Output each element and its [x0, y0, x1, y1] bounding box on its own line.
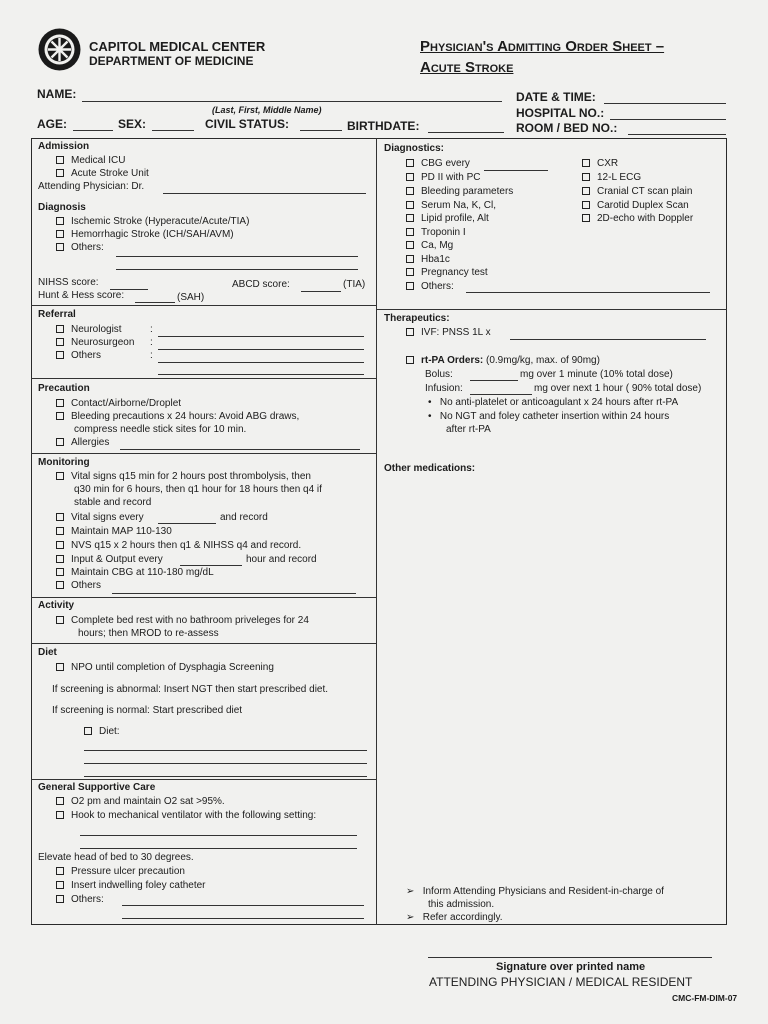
diagnostics-option[interactable]: Others:: [406, 281, 454, 292]
supportive-option[interactable]: Insert indwelling foley catheter: [56, 880, 206, 891]
rtpa-bullet: • No NGT and foley catheter insertion within 24 hours: [428, 411, 670, 422]
checkbox-icon[interactable]: [582, 214, 590, 222]
attending-physician-label: Attending Physician: Dr.: [38, 181, 145, 192]
checkbox-icon[interactable]: [406, 282, 414, 290]
precaution-option[interactable]: Bleeding precautions x 24 hours: Avoid ABG draws,: [56, 411, 299, 422]
diagnosis-option[interactable]: Others:: [56, 242, 104, 253]
vs-every-field[interactable]: [158, 523, 216, 524]
diagnostics-option[interactable]: Bleeding parameters: [406, 186, 513, 197]
form-subtitle: Acute Stroke: [420, 59, 514, 76]
diagnostics-option[interactable]: 12-L ECG: [582, 172, 641, 183]
monitoring-option[interactable]: Maintain CBG at 110-180 mg/dL: [56, 567, 214, 578]
cbg-every-field[interactable]: [484, 170, 548, 171]
admission-option[interactable]: Acute Stroke Unit: [56, 168, 149, 179]
monitoring-text: q30 min for 6 hours, then q1 hour for 18 hours then q4 if: [74, 484, 322, 495]
org-name: CAPITOL MEDICAL CENTER: [89, 39, 266, 54]
birthdate-field[interactable]: [428, 132, 504, 133]
inform-note-cont: this admission.: [428, 899, 495, 910]
diagnosis-others-field[interactable]: [116, 269, 358, 270]
checkbox-icon[interactable]: [56, 169, 64, 177]
monitoring-option[interactable]: NVS q15 x 2 hours then q1 & NIHSS q4 and record.: [56, 540, 301, 551]
checkbox-icon[interactable]: [56, 472, 64, 480]
org-department: DEPARTMENT OF MEDICINE: [89, 54, 254, 68]
diagnostics-option[interactable]: Hba1c: [406, 254, 450, 265]
diagnostics-title: Diagnostics:: [384, 143, 445, 154]
civil-status-field[interactable]: [300, 130, 342, 131]
activity-title: Activity: [38, 600, 75, 611]
diagnostics-option[interactable]: Serum Na, K, Cl,: [406, 200, 496, 211]
name-field[interactable]: [82, 101, 502, 102]
admission-option[interactable]: Medical ICU: [56, 155, 125, 166]
checkbox-icon[interactable]: [56, 325, 64, 333]
referral-option[interactable]: Neurosurgeon: [56, 337, 134, 348]
infusion-field[interactable]: [470, 394, 532, 395]
checkbox-icon[interactable]: [582, 173, 590, 181]
referral-neurosurgeon-field[interactable]: [158, 349, 364, 350]
diet-field[interactable]: [84, 776, 367, 777]
checkbox-icon[interactable]: [56, 156, 64, 164]
diagnosis-option[interactable]: Hemorrhagic Stroke (ICH/SAH/AVM): [56, 229, 234, 240]
ivf-option[interactable]: IVF: PNSS 1L x: [406, 327, 491, 338]
monitoring-option[interactable]: Others: [56, 580, 101, 591]
diet-field[interactable]: [84, 763, 367, 764]
hunt-hess-field[interactable]: [135, 302, 175, 303]
elevate-head-text: Elevate head of bed to 30 degrees.: [38, 852, 194, 863]
diagnostics-option[interactable]: PD II with PC: [406, 172, 480, 183]
checkbox-icon[interactable]: [56, 217, 64, 225]
diet-title: Diet: [38, 647, 57, 658]
ventilator-setting-field[interactable]: [80, 835, 357, 836]
checkbox-icon[interactable]: [406, 201, 414, 209]
diagnostics-option[interactable]: CXR: [582, 158, 618, 169]
diagnostics-option[interactable]: Pregnancy test: [406, 267, 488, 278]
room-bed-field[interactable]: [628, 134, 726, 135]
io-suffix-text: hour and record: [246, 554, 317, 565]
activity-option[interactable]: Complete bed rest with no bathroom priveleges for 24: [56, 615, 309, 626]
checkbox-icon[interactable]: [406, 159, 414, 167]
name-hint: (Last, First, Middle Name): [212, 105, 322, 115]
rtpa-bullet-cont: after rt-PA: [446, 424, 491, 435]
diet-normal-text: If screening is normal: Start prescribed diet: [52, 705, 243, 716]
inform-note: ➢ Inform Attending Physicians and Resident-in-charge of: [406, 886, 664, 897]
checkbox-icon[interactable]: [406, 268, 414, 276]
infusion-text: mg over next 1 hour ( 90% total dose): [534, 383, 702, 394]
checkbox-icon[interactable]: [56, 568, 64, 576]
sex-field[interactable]: [152, 130, 194, 131]
civil-status-label: CIVIL STATUS:: [205, 117, 289, 131]
checkbox-icon[interactable]: [56, 513, 64, 521]
referral-title: Referral: [38, 309, 76, 320]
precaution-title: Precaution: [38, 383, 90, 394]
birthdate-label: BIRTHDATE:: [347, 119, 420, 133]
checkbox-icon[interactable]: [406, 356, 414, 364]
diagnosis-option[interactable]: Ischemic Stroke (Hyperacute/Acute/TIA): [56, 216, 249, 227]
abcd-suffix: (TIA): [343, 279, 366, 290]
checkbox-icon[interactable]: [56, 527, 64, 535]
checkbox-icon[interactable]: [56, 399, 64, 407]
diagnostics-option[interactable]: Carotid Duplex Scan: [582, 200, 689, 211]
checkbox-icon[interactable]: [56, 438, 64, 446]
admission-title: Admission: [38, 141, 90, 152]
checkbox-icon[interactable]: [56, 412, 64, 420]
attending-physician-field[interactable]: [163, 193, 366, 194]
ivf-field[interactable]: [510, 339, 706, 340]
refer-note: ➢ Refer accordingly.: [406, 912, 503, 923]
column-divider: [376, 138, 377, 925]
checkbox-icon[interactable]: [56, 881, 64, 889]
diet-abnormal-text: If screening is abnormal: Insert NGT then start prescribed diet.: [52, 684, 329, 695]
checkbox-icon[interactable]: [56, 541, 64, 549]
checkbox-icon[interactable]: [406, 328, 414, 336]
checkbox-icon[interactable]: [56, 616, 64, 624]
checkbox-icon[interactable]: [56, 555, 64, 563]
infusion-label: Infusion:: [425, 383, 463, 394]
monitoring-text: stable and record: [74, 497, 152, 508]
precaution-text: compress needle stick sites for 10 min.: [74, 424, 247, 435]
name-label: NAME:: [37, 87, 77, 101]
checkbox-icon[interactable]: [406, 241, 414, 249]
ventilator-setting-field[interactable]: [80, 848, 357, 849]
bolus-label: Bolus:: [425, 369, 453, 380]
nihss-label: NIHSS score:: [38, 277, 99, 288]
checkbox-icon[interactable]: [56, 895, 64, 903]
therapeutics-title: Therapeutics:: [384, 313, 450, 324]
checkbox-icon[interactable]: [582, 159, 590, 167]
monitoring-option[interactable]: Maintain MAP 110-130: [56, 526, 172, 537]
diagnostics-option[interactable]: Troponin I: [406, 227, 466, 238]
checkbox-icon[interactable]: [406, 214, 414, 222]
monitoring-title: Monitoring: [38, 457, 90, 468]
referral-neurologist-field[interactable]: [158, 336, 364, 337]
hospital-no-field[interactable]: [610, 119, 726, 120]
diagnostics-option[interactable]: Cranial CT scan plain: [582, 186, 692, 197]
checkbox-icon[interactable]: [56, 663, 64, 671]
monitoring-option[interactable]: Input & Output every: [56, 554, 163, 565]
referral-option[interactable]: Neurologist: [56, 324, 122, 335]
checkbox-icon[interactable]: [56, 867, 64, 875]
form-code: CMC-FM-DIM-07: [672, 993, 738, 1003]
checkbox-icon[interactable]: [406, 228, 414, 236]
supportive-others-field[interactable]: [122, 905, 364, 906]
hunt-hess-label: Hunt & Hess score:: [38, 290, 125, 301]
checkbox-icon[interactable]: [56, 230, 64, 238]
checkbox-icon[interactable]: [56, 797, 64, 805]
supportive-option[interactable]: Pressure ulcer precaution: [56, 866, 185, 877]
form-title: Physician's Admitting Order Sheet –: [420, 38, 665, 55]
abcd-label: ABCD score:: [232, 279, 290, 290]
diet-npo-option[interactable]: NPO until completion of Dysphagia Screening: [56, 662, 274, 673]
signature-label: Signature over printed name: [496, 961, 646, 973]
checkbox-icon[interactable]: [56, 338, 64, 346]
referral-option[interactable]: Others: [56, 350, 101, 361]
rtpa-bullet: • No anti-platelet or anticoagulant x 24 hours after rt-PA: [428, 397, 679, 408]
bolus-text: mg over 1 minute (10% total dose): [520, 369, 673, 380]
supportive-others-field[interactable]: [122, 918, 364, 919]
checkbox-icon[interactable]: [582, 187, 590, 195]
date-time-field[interactable]: [604, 103, 726, 104]
checkbox-icon[interactable]: [406, 187, 414, 195]
referral-others-field[interactable]: [158, 374, 364, 375]
supportive-option[interactable]: Hook to mechanical ventilator with the following setting:: [56, 810, 316, 821]
monitoring-option[interactable]: Vital signs q15 min for 2 hours post thrombolysis, then: [56, 471, 311, 482]
checkbox-icon[interactable]: [84, 727, 92, 735]
precaution-option[interactable]: Contact/Airborne/Droplet: [56, 398, 181, 409]
checkbox-icon[interactable]: [406, 173, 414, 181]
supportive-option[interactable]: Others:: [56, 894, 104, 905]
supportive-care-title: General Supportive Care: [38, 782, 156, 793]
diagnostics-others-field[interactable]: [466, 292, 710, 293]
age-field[interactable]: [73, 130, 113, 131]
other-medications-label: Other medications:: [384, 463, 476, 474]
referral-others-field[interactable]: [158, 362, 364, 363]
checkbox-icon[interactable]: [582, 201, 590, 209]
diagnostics-option[interactable]: CBG every: [406, 158, 470, 169]
checkbox-icon[interactable]: [406, 255, 414, 263]
vs-record-text: and record: [220, 512, 268, 523]
diagnostics-option[interactable]: Ca, Mg: [406, 240, 453, 251]
activity-text: hours; then MROD to re-assess: [78, 628, 219, 639]
diagnostics-option[interactable]: Lipid profile, Alt: [406, 213, 489, 224]
monitoring-option[interactable]: Vital signs every: [56, 512, 144, 523]
hospital-no-label: HOSPITAL NO.:: [516, 106, 605, 120]
checkbox-icon[interactable]: [56, 243, 64, 251]
room-bed-label: ROOM / BED NO.:: [516, 121, 618, 135]
monitoring-others-field[interactable]: [112, 593, 356, 594]
allergies-field[interactable]: [120, 449, 360, 450]
hospital-logo: [37, 27, 82, 72]
precaution-option[interactable]: Allergies: [56, 437, 109, 448]
checkbox-icon[interactable]: [56, 581, 64, 589]
date-time-label: DATE & TIME:: [516, 90, 596, 104]
hunt-hess-suffix: (SAH): [177, 292, 205, 303]
bolus-field[interactable]: [470, 380, 518, 381]
diagnosis-others-field[interactable]: [116, 256, 358, 257]
supportive-option[interactable]: O2 pm and maintain O2 sat >95%.: [56, 796, 225, 807]
checkbox-icon[interactable]: [56, 811, 64, 819]
io-every-field[interactable]: [180, 565, 242, 566]
diet-option[interactable]: Diet:: [84, 726, 120, 737]
diagnosis-title: Diagnosis: [38, 202, 86, 213]
diagnostics-option[interactable]: 2D-echo with Doppler: [582, 213, 693, 224]
signature-role: ATTENDING PHYSICIAN / MEDICAL RESIDENT: [429, 975, 693, 989]
signature-line[interactable]: [428, 957, 712, 958]
checkbox-icon[interactable]: [56, 351, 64, 359]
abcd-field[interactable]: [301, 291, 341, 292]
rtpa-option[interactable]: rt-PA Orders: (0.9mg/kg, max. of 90mg): [406, 355, 600, 366]
age-label: AGE:: [37, 117, 67, 131]
diet-field[interactable]: [84, 750, 367, 751]
sex-label: SEX:: [118, 117, 147, 131]
